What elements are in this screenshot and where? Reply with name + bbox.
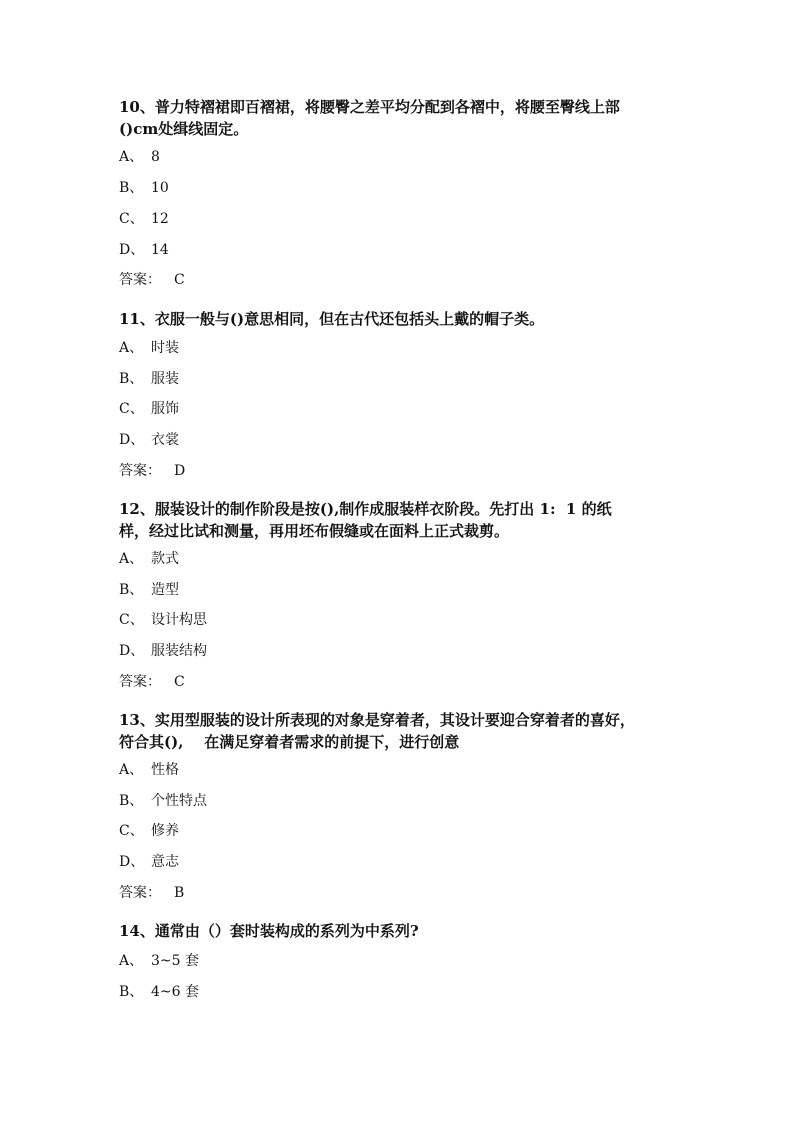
- option-letter: C、: [119, 823, 144, 839]
- option-text: 10: [151, 180, 169, 196]
- question-12: [119, 498, 679, 542]
- option-letter: C、: [119, 211, 144, 227]
- option-b: [119, 791, 207, 811]
- option-text: 衣裳: [151, 432, 179, 448]
- option-c: [119, 821, 179, 841]
- option-d: [119, 240, 169, 260]
- answer-label: 答案：: [119, 674, 161, 690]
- option-text: 服装结构: [151, 643, 207, 659]
- option-text: 造型: [151, 582, 179, 598]
- option-letter: A、: [119, 953, 144, 969]
- option-text: 时装: [151, 340, 179, 356]
- answer-value: C: [174, 674, 185, 690]
- option-letter: A、: [119, 340, 144, 356]
- option-a: [119, 147, 160, 167]
- option-text: 8: [151, 149, 160, 165]
- option-text: 3~5 套: [151, 953, 199, 969]
- option-d: [119, 430, 179, 450]
- option-text: 款式: [151, 551, 179, 567]
- option-b: [119, 369, 179, 389]
- answer-label: 答案：: [119, 463, 161, 479]
- answer-value: B: [174, 885, 185, 901]
- question-11: [119, 308, 679, 330]
- option-text: 意志: [151, 854, 179, 870]
- option-letter: D、: [119, 242, 145, 258]
- option-text: 12: [151, 211, 169, 227]
- answer-line: [119, 461, 185, 481]
- question-10: [119, 96, 679, 140]
- option-a: [119, 549, 179, 569]
- option-letter: D、: [119, 432, 145, 448]
- question-line: 13、实用型服装的设计所表现的对象是穿着者，其设计要迎合穿着者的喜好，: [119, 711, 635, 729]
- option-letter: B、: [119, 793, 144, 809]
- option-letter: B、: [119, 984, 144, 1000]
- answer-value: D: [174, 463, 186, 479]
- question-line: 10、普力特褶裙即百褶裙，将腰臀之差平均分配到各褶中，将腰至臀线上部: [119, 98, 620, 116]
- option-text: 服装: [151, 371, 179, 387]
- option-letter: B、: [119, 180, 144, 196]
- option-text: 设计构思: [151, 612, 207, 628]
- option-b: [119, 580, 179, 600]
- option-b: [119, 178, 169, 198]
- option-letter: A、: [119, 149, 144, 165]
- option-text: 服饰: [151, 401, 179, 417]
- option-c: [119, 610, 207, 630]
- option-text: 修养: [151, 823, 179, 839]
- question-line: 符合其(), 在满足穿着者需求的前提下，进行创意: [119, 733, 460, 751]
- option-letter: B、: [119, 582, 144, 598]
- option-d: [119, 852, 179, 872]
- option-letter: C、: [119, 612, 144, 628]
- option-a: [119, 338, 179, 358]
- question-13: [119, 709, 679, 753]
- option-a: [119, 760, 179, 780]
- question-line: 样，经过比试和测量，再用坯布假缝或在面料上正式裁剪。: [119, 522, 510, 540]
- option-d: [119, 641, 207, 661]
- question-line: 14、通常由（）套时装构成的系列为中系列?: [119, 922, 419, 940]
- option-letter: D、: [119, 854, 145, 870]
- option-c: [119, 399, 179, 419]
- answer-label: 答案：: [119, 885, 161, 901]
- option-text: 个性特点: [151, 793, 207, 809]
- option-a: [119, 951, 199, 971]
- option-letter: A、: [119, 551, 144, 567]
- option-text: 4~6 套: [151, 984, 199, 1000]
- answer-line: [119, 672, 185, 692]
- answer-line: [119, 270, 185, 290]
- answer-line: [119, 883, 184, 903]
- option-letter: C、: [119, 401, 144, 417]
- question-line: ()cm处缉线固定。: [119, 120, 249, 138]
- option-text: 性格: [151, 762, 179, 778]
- question-line: 11、衣服一般与()意思相同，但在古代还包括头上戴的帽子类。: [119, 310, 545, 328]
- option-c: [119, 209, 169, 229]
- option-letter: B、: [119, 371, 144, 387]
- question-14: [119, 920, 679, 942]
- question-line: 12、服装设计的制作阶段是按(),制作成服装样衣阶段。先打出 1: 1 的纸: [119, 500, 612, 518]
- option-b: [119, 982, 199, 1002]
- option-letter: D、: [119, 643, 145, 659]
- option-letter: A、: [119, 762, 144, 778]
- answer-value: C: [174, 272, 185, 288]
- option-text: 14: [151, 242, 169, 258]
- answer-label: 答案：: [119, 272, 161, 288]
